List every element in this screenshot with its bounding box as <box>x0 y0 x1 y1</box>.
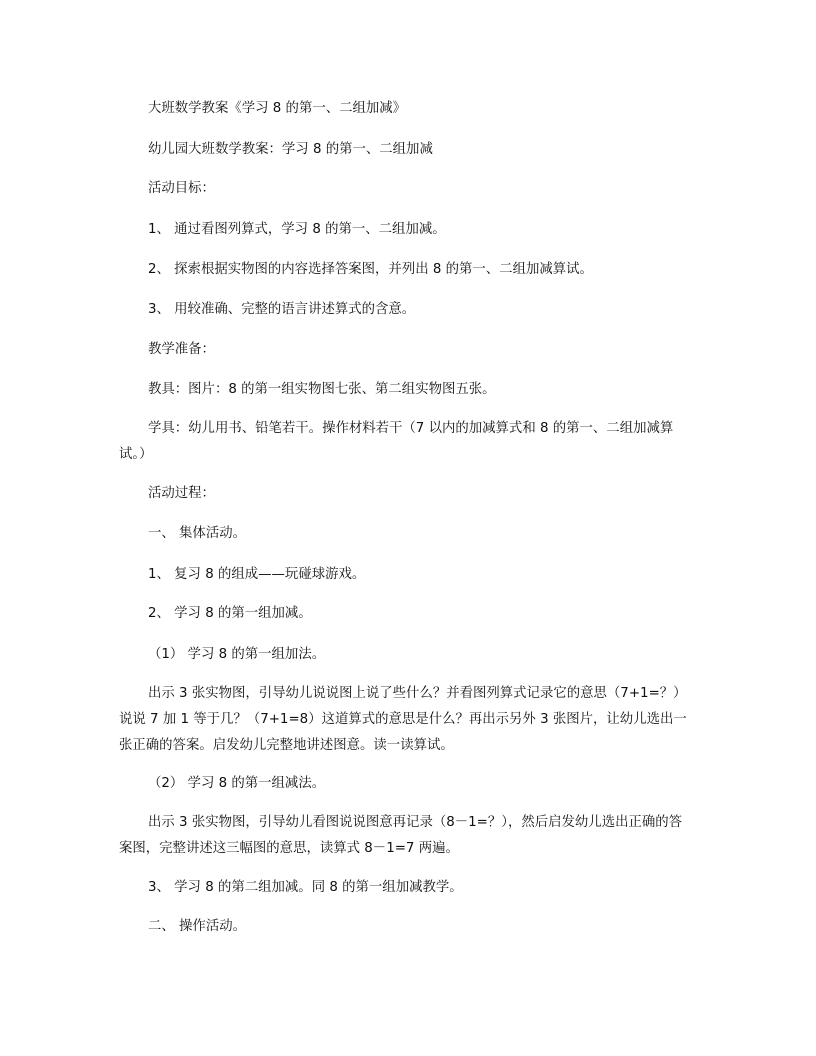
goal-item-3: 3、 用较准确、完整的语言讲述算式的含意。 <box>148 302 416 317</box>
step-2: 2、 学习 8 的第一组加减。 <box>148 606 312 621</box>
process-heading: 活动过程： <box>148 486 215 501</box>
goal-item-1: 1、 通过看图列算式，学习 8 的第一、二组加减。 <box>148 222 446 237</box>
step-3: 3、 学习 8 的第二组加减。同 8 的第一组加减教学。 <box>148 880 463 895</box>
part-1-heading: 一、 集体活动。 <box>148 526 246 541</box>
step-2b-text: 出示 3 张实物图，引导幼儿看图说说图意再记录（8－1=？），然后启发幼儿选出正确的答案图，完整讲述这三幅图的意思，读算式 8－1=7 两遍。 <box>119 815 683 856</box>
part-2-heading: 二、 操作活动。 <box>148 919 246 934</box>
prep-heading: 教学准备： <box>148 342 215 357</box>
step-2a-heading: （1） 学习 8 的第一组加法。 <box>148 647 326 662</box>
document-subtitle: 幼儿园大班数学教案：学习 8 的第一、二组加减 <box>148 142 433 157</box>
step-2b-heading: （2） 学习 8 的第一组减法。 <box>148 776 326 791</box>
step-2a-text: 出示 3 张实物图，引导幼儿说说图上说了些什么？并看图列算式记录它的意思（7+1=？）说说 7 加 1 等于几？（7+1=8）这道算式的意思是什么？再出示另外 3 张图片，让幼儿选出一张正确的答案。启发幼儿完整地讲述图意。读一读算试。 <box>119 686 687 753</box>
goal-item-2: 2、 探索根据实物图的内容选择答案图，并列出 8 的第一、二组加减算试。 <box>148 262 593 277</box>
step-1: 1、 复习 8 的组成——玩碰球游戏。 <box>148 567 366 582</box>
goals-heading: 活动目标： <box>148 181 215 196</box>
prep-teacher: 教具：图片：8 的第一组实物图七张、第二组实物图五张。 <box>148 382 496 397</box>
prep-student: 学具：幼儿用书、铅笔若干。操作材料若干（7 以内的加减算式和 8 的第一、二组加减算试。） <box>119 421 674 462</box>
document-title: 大班数学教案《学习 8 的第一、二组加减》 <box>148 101 407 116</box>
